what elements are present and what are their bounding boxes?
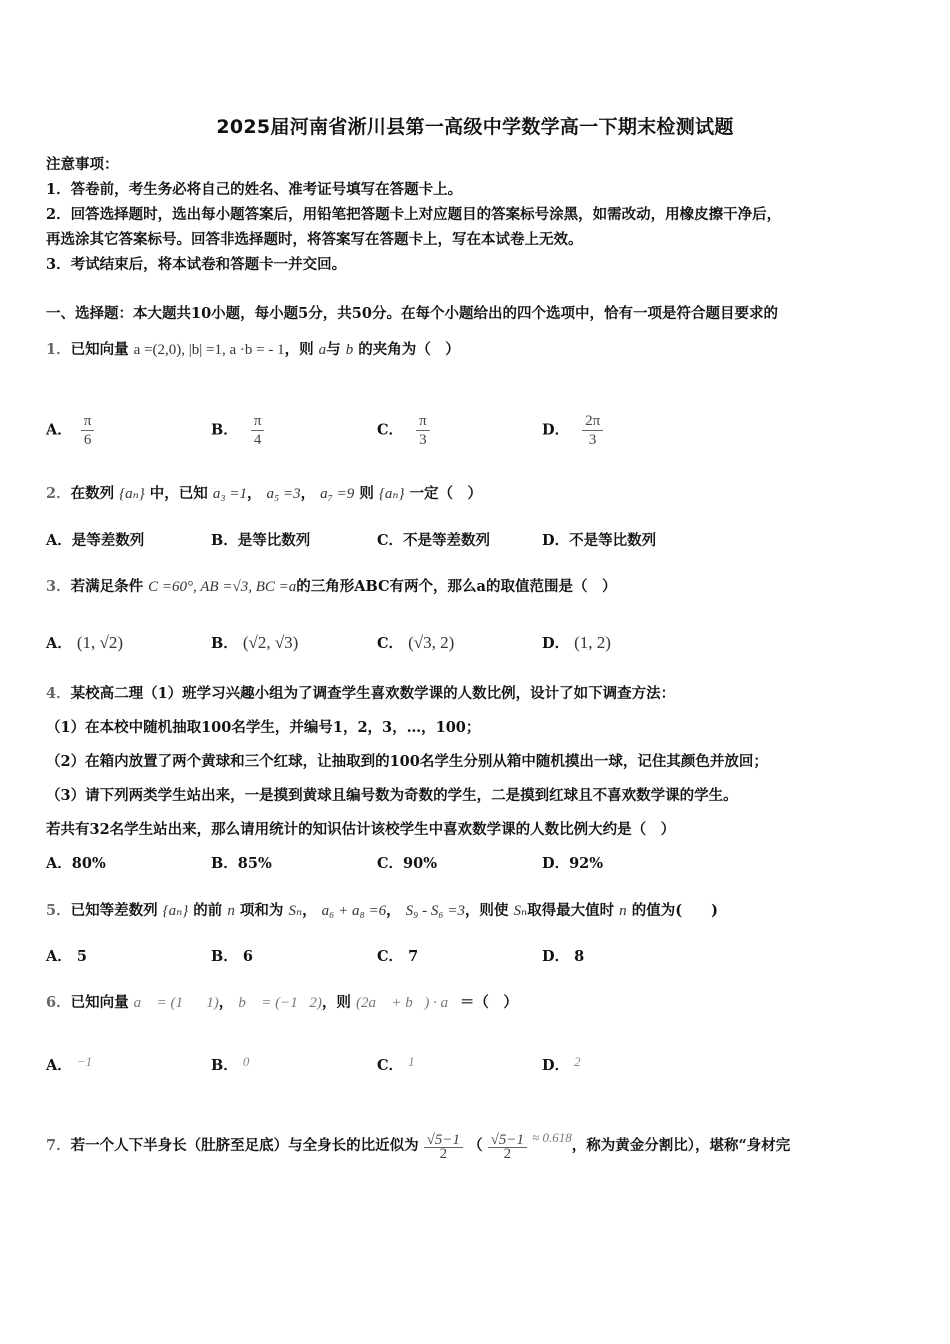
q3-option-d[interactable]: D． (1, 2) bbox=[542, 633, 611, 652]
q3-option-b[interactable]: B． (√2, √3) bbox=[211, 633, 299, 652]
q2-option-a[interactable]: A．是等差数列 bbox=[46, 532, 145, 549]
q6-option-b[interactable]: B． 0 bbox=[211, 1054, 250, 1074]
golden-ratio-fraction: $\frac{√5-1}{2}$ bbox=[424, 1134, 463, 1161]
question-1: 1．已知向量 a =(2,0), |b| =1, a ·b = - 1，则 a与 b 的夹角为（ ） bbox=[46, 341, 460, 358]
q1-option-d[interactable]: D． $\frac{2\pi}{3}$ bbox=[542, 412, 603, 449]
q4-step: （1）在本校中随机抽取100名学生，并编号1，2，3，…，100； bbox=[46, 719, 481, 736]
notes-heading: 注意事项： bbox=[46, 156, 119, 173]
q4-step: （2）在箱内放置了两个黄球和三个红球，让抽取到的100名学生分别从箱中随机摸出一球，记住其颜色并放回； bbox=[46, 753, 768, 770]
q3-option-a[interactable]: A． (1, √2) bbox=[46, 633, 123, 652]
q1-option-a[interactable]: A． $\frac{\pi}{6}$ bbox=[46, 412, 94, 449]
q2-option-c[interactable]: C．不是等差数列 bbox=[377, 532, 491, 549]
q1-option-c[interactable]: C． $\frac{\pi}{3}$ bbox=[377, 412, 430, 449]
q5-option-c[interactable]: C． 7 bbox=[377, 948, 419, 965]
q5-option-b[interactable]: B． 6 bbox=[211, 948, 253, 965]
q5-option-d[interactable]: D． 8 bbox=[542, 948, 585, 965]
q1-formula: a =(2,0), |b| =1, a ·b = - 1 bbox=[133, 342, 285, 358]
q4-option-b[interactable]: B．85% bbox=[211, 855, 272, 872]
question-2: 2．在数列 {aₙ} 中，已知 a₃ =1， a₅ =3， a₇ =9 则 {aₙ} 一定（ ） bbox=[46, 485, 483, 502]
note-item: 3．考试结束后，将本试卷和答题卡一并交回。 bbox=[46, 256, 347, 273]
q4-option-d[interactable]: D．92% bbox=[542, 855, 604, 872]
q5-option-a[interactable]: A． 5 bbox=[46, 948, 87, 965]
q6-option-c[interactable]: C． 1 bbox=[377, 1054, 415, 1074]
note-item: 再选涂其它答案标号。回答非选择题时，将答案写在答题卡上，写在本试卷上无效。 bbox=[46, 231, 583, 248]
question-3: 3．若满足条件 C =60°, AB =√3, BC =a的三角形ABC有两个，那么a的取值范围是（ ） bbox=[46, 578, 617, 595]
q3-option-c[interactable]: C． (√3, 2) bbox=[377, 633, 455, 652]
question-7: 7．若一个人下半身长（肚脐至足底）与全身长的比近似为 $\frac{√5-1}{2}$ （ $\frac{√5-1}{2}$ ≈ 0.618，称为黄金分割比），堪称“身材完 bbox=[46, 1130, 791, 1162]
question-5: 5．已知等差数列 {aₙ} 的前 n 项和为 Sₙ， a₆ + a₈ =6， S₉ - S₆ =3，则使 Sₙ取得最大值时 n 的值为( ) bbox=[46, 902, 718, 919]
page-title: 2025届河南省淅川县第一高级中学数学高一下期末检测试题 bbox=[216, 116, 734, 138]
q1-option-b[interactable]: B． $\frac{\pi}{4}$ bbox=[211, 412, 264, 449]
q6-option-a[interactable]: A． −1 bbox=[46, 1054, 93, 1074]
q2-option-d[interactable]: D．不是等比数列 bbox=[542, 532, 657, 549]
question-4: 4．某校高二理（1）班学习兴趣小组为了调查学生喜欢数学课的人数比例，设计了如下调查方法： bbox=[46, 685, 676, 702]
question-6: 6．已知向量 a⃗ = (1，－1)， b⃗ = (−1，2)，则 (2a⃗ + b⃗) · a⃗＝（ ） bbox=[46, 994, 518, 1011]
q4-option-a[interactable]: A．80% bbox=[46, 855, 106, 872]
q3-formula: C =60°, AB =√3, BC =a bbox=[148, 579, 297, 595]
note-item: 2．回答选择题时，选出每小题答案后，用铅笔把答题卡上对应题目的答案标号涂黑，如需改动，用橡皮擦干净后， bbox=[46, 206, 782, 223]
q6-option-d[interactable]: D． 2 bbox=[542, 1054, 581, 1074]
q4-step: （3）请下列两类学生站出来，一是摸到黄球且编号数为奇数的学生，二是摸到红球且不喜欢数学课的学生。 bbox=[46, 787, 738, 804]
q4-option-c[interactable]: C．90% bbox=[377, 855, 438, 872]
q2-option-b[interactable]: B．是等比数列 bbox=[211, 532, 311, 549]
section-heading: 一、选择题：本大题共10小题，每小题5分，共50分。在每个小题给出的四个选项中，恰有一项是符合题目要求的 bbox=[46, 305, 778, 322]
note-item: 1．答卷前，考生务必将自己的姓名、准考证号填写在答题卡上。 bbox=[46, 181, 463, 198]
q4-question: 若共有32名学生站出来，那么请用统计的知识估计该校学生中喜欢数学课的人数比例大约是（ ） bbox=[46, 821, 676, 838]
